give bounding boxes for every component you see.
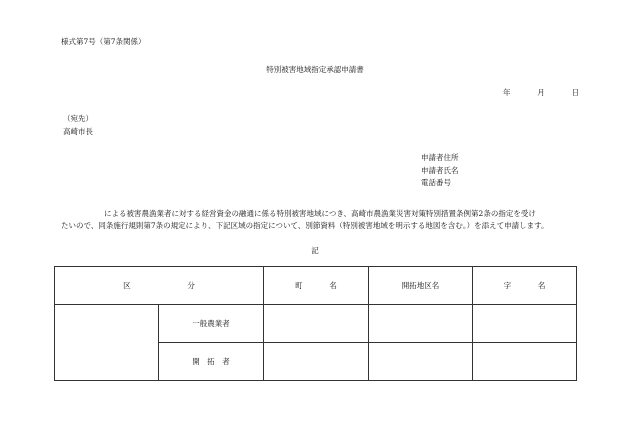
designation-table — [54, 266, 577, 381]
ki-label: 記 — [311, 246, 319, 255]
row-category-settler: 開 拓 者 — [159, 343, 264, 381]
header-town-char2: 名 — [329, 281, 337, 290]
applicant-address-label: 申請者住所 — [421, 153, 459, 162]
header-town-char1: 町 — [295, 281, 303, 290]
district-cell[interactable] — [369, 305, 473, 343]
date-year-label: 年 — [503, 88, 511, 97]
header-district: 開拓地区名 — [369, 267, 473, 305]
aza-cell[interactable] — [473, 305, 577, 343]
body-text-line2: たいので、同条施行規則第7条の規定により、下記区域の指定について、別節資料（特別被害地域を明示する地図を含む。）を添えて申請します。 — [61, 221, 549, 230]
applicant-name-label: 申請者氏名 — [421, 165, 459, 175]
addressee-label: （宛先） — [63, 114, 93, 123]
blank-merged-cell[interactable] — [55, 305, 159, 381]
applicant-block — [421, 152, 459, 190]
form-number: 様式第7号（第7条関係） — [61, 37, 146, 46]
date-day-label: 日 — [571, 88, 580, 97]
table-row — [55, 305, 577, 343]
header-town — [264, 267, 369, 305]
aza-cell[interactable] — [473, 343, 577, 381]
table-header-row — [55, 267, 577, 305]
date-line — [503, 87, 579, 98]
applicant-phone-label: 電話番号 — [421, 178, 451, 187]
header-aza-char1: 字 — [503, 281, 512, 290]
town-cell[interactable] — [264, 343, 369, 381]
date-month-label: 月 — [537, 88, 545, 97]
addressee-name: 高崎市長 — [63, 127, 93, 136]
header-aza — [473, 267, 577, 305]
body-text-line1: による被害農漁業者に対する経営資金の融通に係る特別被害地域につき、高崎市農漁業災害対策特別措置条例第2条の指定を受け — [104, 209, 536, 218]
header-kubun-char1: 区 — [123, 281, 131, 290]
header-kubun — [55, 267, 264, 305]
document-title: 特別被害地域指定承認申請書 — [266, 65, 364, 74]
header-aza-char2: 名 — [537, 281, 546, 290]
row-category-general-farmer: 一般農業者 — [159, 305, 264, 343]
district-cell[interactable] — [369, 343, 473, 381]
header-kubun-char2: 分 — [187, 281, 195, 290]
town-cell[interactable] — [264, 305, 369, 343]
